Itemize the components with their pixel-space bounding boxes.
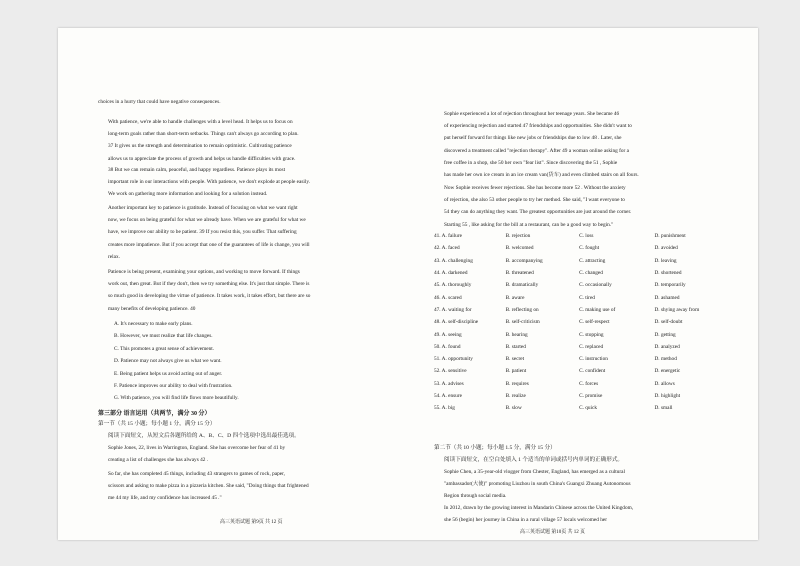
paragraph-gratitude: [98, 202, 414, 263]
choice-cell: C. fought: [579, 245, 600, 252]
choice-cell: D. allows: [654, 380, 675, 387]
choice-cell: C. stopping: [579, 331, 604, 338]
choice-cell: B. rejection: [505, 233, 531, 240]
choice-row: [434, 279, 734, 291]
text-line: creates more impatience. But if you accept that one of the guarantees of life is change, you will: [108, 241, 310, 248]
choice-row: [434, 353, 734, 365]
paragraph-sophie-chen: [434, 466, 734, 503]
choice-cell: B. accompanying: [505, 257, 543, 264]
choice-row: [434, 316, 734, 328]
choice-cell: D. self-doubt: [654, 319, 683, 326]
text-line: free coffee in a shop, she 50 her own "fear list". Since discovering the 51 , Sophie: [444, 159, 618, 166]
choice-row: [434, 365, 734, 377]
choice-cell: D. punishment: [654, 233, 686, 240]
text-line: Starting 55 , like asking for the bill at a restaurant, can be a good way to begin.": [444, 221, 614, 228]
option-item: C. This promotes a great sense of achievement.: [114, 345, 215, 352]
choice-cell: 44. A. darkened: [434, 270, 468, 277]
choice-row: [434, 402, 734, 414]
choice-row: [434, 242, 734, 254]
choice-cell: 54. A. ensure: [434, 393, 462, 399]
choice-cell: D. leaving: [654, 257, 677, 264]
choice-cell: D. analyzed: [654, 343, 680, 350]
text-line: put herself forward for things like new jobs or friendships due to low 48 . Later, she: [444, 135, 622, 142]
text-line: With patience, we're able to handle challenges with a level head. It helps us to focus on: [108, 119, 293, 125]
choice-row: [434, 304, 734, 316]
text-line: have, we improve our ability to be patient. 39 If you resist this, you suffer. That suffering: [108, 229, 297, 236]
choice-cell: D. shying away from: [654, 306, 700, 313]
choice-cell: C. making use of: [579, 306, 616, 313]
paragraph-so-far: [98, 468, 414, 505]
option-item: A. It's necessary to make early plans.: [114, 321, 193, 327]
paragraph-end: [98, 96, 414, 108]
choice-cell: C. replaced: [579, 343, 604, 350]
choice-cell: 48. A. self-discipline: [434, 319, 479, 326]
text-line: choices in a hurry that could have negative consequences.: [98, 99, 221, 105]
choice-cell: 45. A. thoroughly: [434, 282, 472, 289]
text-line: 54 they can do anything they want. The greatest opportunities are just around the corner.: [444, 209, 632, 216]
choice-cell: C. loss: [579, 233, 594, 240]
choice-cell: B. patient: [505, 368, 527, 375]
choice-cell: D. temporarily: [654, 282, 686, 289]
sec2-title: 第二节（共 10 小题；每小题 1.5 分，满分 15 分）: [434, 445, 556, 451]
choice-row: [434, 378, 734, 390]
choice-cell: B. hearing: [505, 331, 528, 338]
text-line: work out, then great. But if they don't, then we try something else. It's just that simple. There is: [108, 281, 310, 288]
choice-cell: 42. A. faced: [434, 245, 460, 252]
text-line: Sophie experienced a lot of rejection throughout her teenage years. She became 46: [444, 111, 620, 117]
choices-table: [434, 230, 734, 414]
choice-cell: D. method: [654, 356, 677, 363]
choice-cell: B. threatened: [505, 270, 534, 277]
choice-cell: C. occasionally: [579, 282, 612, 289]
choice-cell: B. requires: [505, 380, 529, 387]
sec1-instructions: 阅读下面短文，从短文后各题所给的 A、B、C、D 四个选项中选出最佳选项。: [108, 433, 300, 439]
paragraph-with-patience: [98, 116, 414, 165]
choice-row: [434, 255, 734, 267]
text-line: so much good in developing the virtue of patience. It takes work, it takes effort, but there are so: [108, 293, 311, 300]
text-line: of rejection, she also 53 other people to try her method. She said, "I want everyone to: [444, 197, 625, 204]
right-footer: 高三英语试题 第10页 共 12 页: [520, 530, 586, 535]
choice-cell: C. changed: [579, 270, 603, 277]
choice-cell: C. confident: [579, 368, 606, 375]
choice-cell: C. tired: [579, 294, 595, 301]
text-line: now, we focus on being grateful for what we already have. When we are grateful for what we: [108, 217, 306, 224]
choice-cell: D. ashamed: [654, 294, 680, 301]
choice-cell: 41. A. failure: [434, 233, 462, 240]
choice-cell: 55. A. big: [434, 405, 455, 412]
choice-cell: B. reflecting on: [505, 306, 539, 313]
option-item: G. With patience, you will find life flows more beautifully.: [114, 395, 239, 402]
option-item: D. Patience may not always give us what we want.: [114, 358, 222, 365]
text-line: "ambassador(大使)" promoting Liuzhou in south China's Guangxi Zhuang Autonomous: [444, 481, 631, 488]
text-line: 38 But we can remain calm, peaceful, and happy regardless. Patience plays its most: [108, 167, 286, 173]
choice-row: [434, 390, 734, 402]
text-line: creating a list of challenges she has always 42 .: [108, 457, 209, 464]
text-line: Sophie Chen, a 35-year-old vlogger from Chester, England, has emerged as a cultural: [444, 469, 625, 475]
text-line: Another important key to patience is gratitude. Instead of focusing on what we want right: [108, 205, 298, 211]
choice-row: [434, 328, 734, 340]
choice-cell: C. promise: [579, 393, 603, 399]
choice-cell: D. shortened: [654, 270, 682, 277]
choice-cell: D. avoided: [654, 245, 678, 252]
choice-row: [434, 267, 734, 279]
choice-cell: C. attracting: [579, 257, 606, 264]
choice-cell: 47. A. waiting for: [434, 306, 472, 313]
choice-cell: D. highlight: [654, 393, 681, 399]
choice-cell: 52. A. sensitive: [434, 368, 467, 375]
text-line: has made her own ice cream in an ice cream van(货车) and even climbed stairs on all fours.: [444, 172, 639, 179]
exam-sheet: [58, 28, 758, 540]
choice-cell: 53. A. advises: [434, 380, 464, 387]
text-line: she 56 (begin) her journey in China in a rural village 57 locals welcomed her: [444, 517, 607, 524]
choice-cell: 46. A. scared: [434, 294, 462, 301]
text-line: Region through social media.: [444, 493, 507, 500]
choice-cell: C. instruction: [579, 356, 608, 363]
option-item: F. Patience improves our ability to deal with frustration.: [114, 383, 233, 390]
choice-cell: 43. A. challenging: [434, 257, 473, 264]
text-line: me 44 my life, and my confidence has increased 45 .": [108, 495, 222, 502]
choice-row: [434, 341, 734, 353]
choice-cell: C. quick: [579, 405, 598, 412]
text-line: discovered a treatment called "rejection therapy". After 49 a woman online asking for a: [444, 147, 629, 154]
choice-row: [434, 291, 734, 303]
text-line: of experiencing rejection and started 47 friendships and opportunities. She didn't want to: [444, 123, 632, 130]
choice-cell: 51. A. opportunity: [434, 356, 473, 363]
text-line: In 2012, drawn by the growing interest in Mandarin Chinese across the United Kingdom,: [444, 505, 634, 511]
paragraph-now-sophie: [434, 182, 734, 231]
choice-cell: B. aware: [505, 294, 525, 301]
choice-cell: 49. A. seeing: [434, 331, 462, 338]
text-line: relax.: [108, 253, 120, 260]
choice-cell: B. realize: [505, 393, 526, 399]
paragraph-rejection: [434, 108, 734, 181]
choice-cell: 50. A. found: [434, 343, 461, 350]
choice-cell: B. started: [505, 343, 526, 350]
text-line: Now Sophie receives fewer rejections. She has become more 52 . Without the anxiety: [444, 185, 626, 191]
choice-cell: B. secret: [505, 356, 525, 363]
text-line: 37 It gives us the strength and determination to remain optimistic. Cultivating patience: [108, 143, 292, 150]
choice-cell: C. self-respect: [579, 319, 610, 326]
text-line: important role in our interactions with people. With patience, we don't explode at people easily.: [108, 179, 310, 186]
choice-cell: D. energetic: [654, 368, 681, 375]
text-line: allows us to appreciate the process of growth and helps us handle difficulties with grace.: [108, 155, 296, 162]
text-line: So far, she has completed 45 things, including 43 strangers to games of rock, paper,: [108, 471, 285, 477]
text-line: Sophie Jones, 22, lives in Warrington, England. She has overcome her fear of 41 by: [108, 445, 286, 451]
choice-row: [434, 230, 734, 242]
choice-cell: B. dramatically: [505, 282, 539, 289]
choice-cell: C. forces: [579, 380, 599, 387]
choice-cell: D. getting: [654, 331, 676, 338]
paragraph-calm: [98, 164, 414, 201]
text-line: many benefits of developing patience. 40: [108, 305, 196, 312]
left-footer: 高三英语试题 第9页 共 12 页: [220, 520, 283, 525]
text-line: long-term goals rather than short-term setbacks. Things can't always go according to plan.: [108, 131, 299, 138]
options-list: [114, 318, 239, 405]
text-line: Patience is being present, examining your options, and working to move forward. If things: [108, 269, 300, 275]
sec1-title: 第一节（共 15 小题；每小题 1 分，满分 15 分）: [98, 421, 216, 427]
text-line: We work on gathering more information and looking for a solution instead.: [108, 191, 268, 198]
choice-cell: B. welcomed: [505, 245, 534, 252]
choice-cell: B. self-criticism: [505, 319, 540, 326]
paragraph-present: [98, 266, 414, 315]
choice-cell: D. small: [654, 405, 673, 412]
part3-title: 第三部分 语言运用（共两节，满分 30 分）: [98, 411, 211, 417]
choice-cell: B. slow: [505, 405, 522, 412]
sec2-instructions: 阅读下面短文，在空白处填入 1 个适当的单词或括号内单词的正确形式。: [444, 457, 624, 463]
text-line: scissors and asking to make pizza in a pizzeria kitchen. She said, "Doing things that frightened: [108, 483, 309, 490]
paragraph-in-2012: [434, 502, 734, 526]
option-item: B. However, we must realize that life changes.: [114, 333, 213, 340]
paragraph-sophie-jones: [98, 442, 414, 466]
option-item: E. Being patient helps us avoid acting out of anger.: [114, 370, 223, 377]
